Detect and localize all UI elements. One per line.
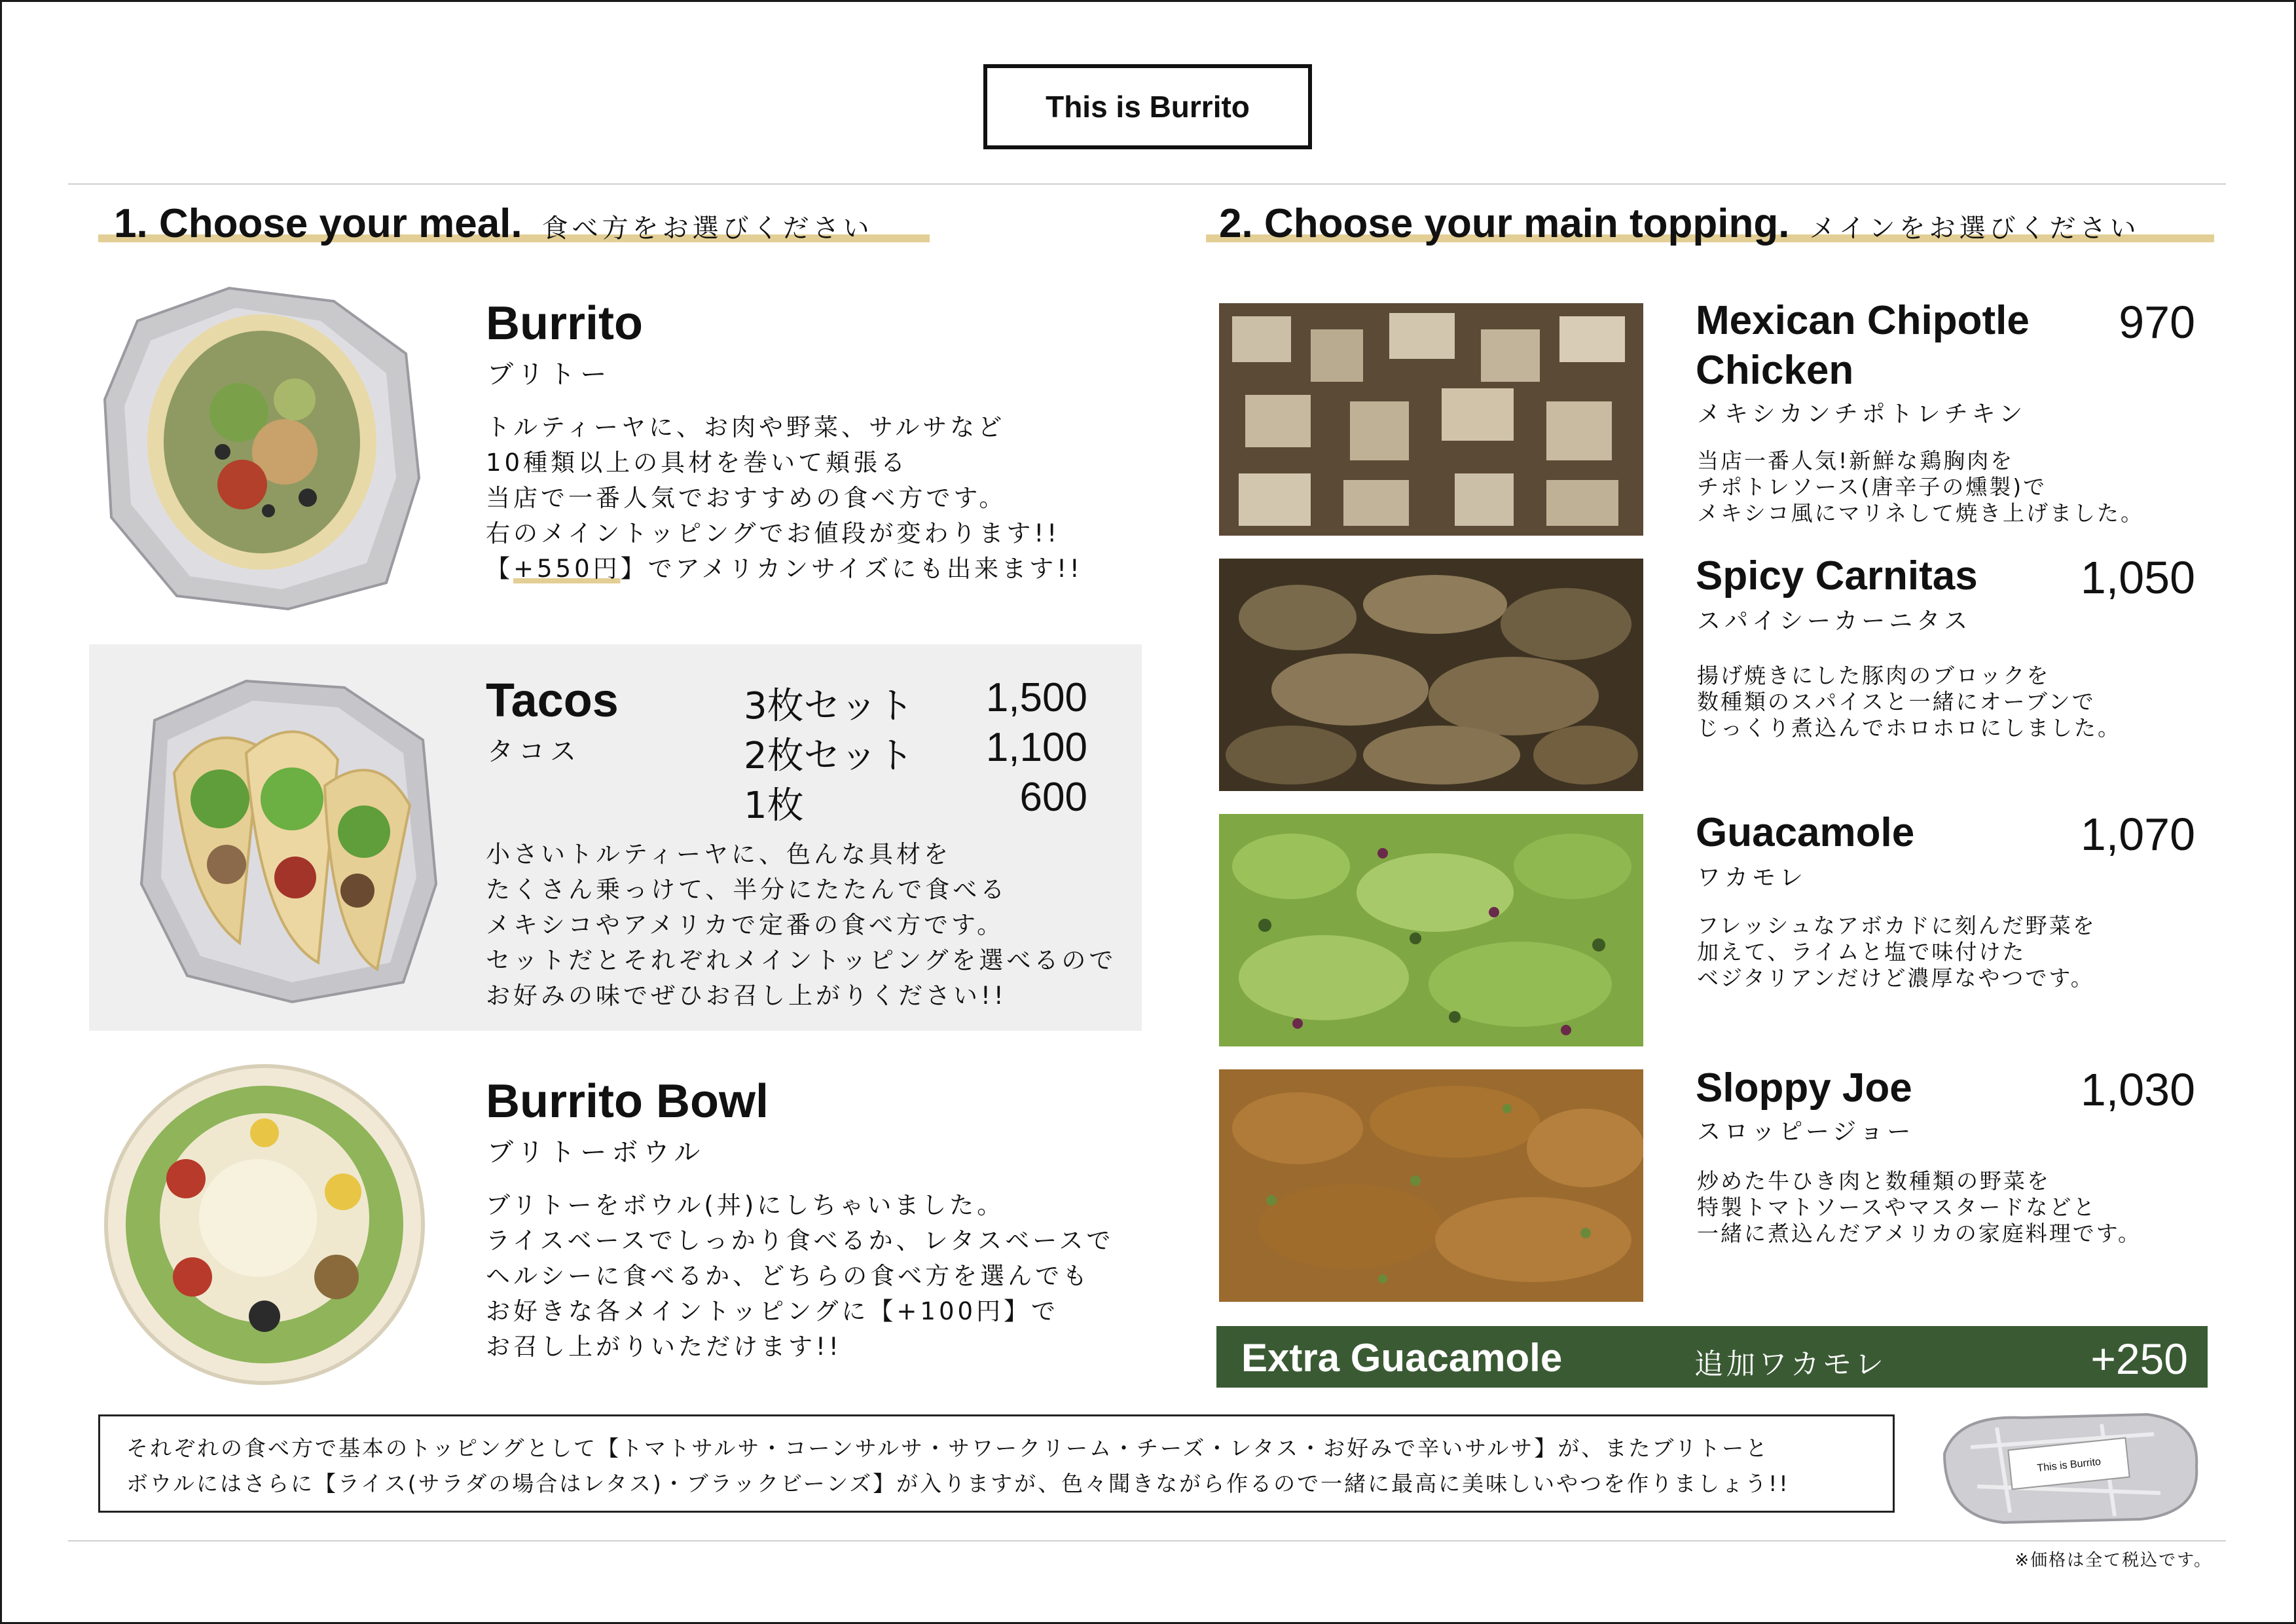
section2-heading-ja: メインをお選びください — [1809, 214, 2140, 243]
guacamole-desc-line: フレッシュなアボカドに刻んだ野菜を — [1697, 913, 2096, 938]
chipotle-chicken-name-line1: Mexican Chipotle — [1696, 298, 2030, 343]
sloppy-joe-desc-line: 一緒に煮込んだアメリカの家庭料理です。 — [1697, 1221, 2142, 1246]
guacamole-price: 1,070 — [2080, 809, 2195, 860]
sloppy-joe-name-ja: スロッピージョー — [1697, 1118, 1915, 1145]
section1-heading-ja: 食べ方をお選びください — [541, 214, 873, 243]
sloppy-joe-price: 1,030 — [2080, 1064, 2195, 1115]
burrito-desc-line: 右のメイントッピングでお値段が変わります!! — [486, 519, 1061, 547]
tacos-set-label: 2枚セット — [744, 735, 914, 777]
burrito-bowl-title: Burrito Bowl — [486, 1075, 769, 1128]
burrito-desc-line — [486, 551, 1083, 587]
section1-heading — [114, 200, 873, 247]
sloppy-joe-photo — [1219, 1069, 1643, 1302]
guacamole-name-ja: ワカモレ — [1697, 864, 1808, 891]
sloppy-joe-desc-line: 特製トマトソースやマスタードなどと — [1697, 1194, 2097, 1220]
tacos-desc-line: セットだとそれぞれメイントッピングを選べるので — [486, 946, 1117, 974]
burrito-desc-line: 当店で一番人気でおすすめの食べ方です。 — [486, 484, 1007, 512]
burrito-photo — [98, 282, 426, 616]
extra-guacamole-name-ja: 追加ワカモレ — [1694, 1348, 1887, 1381]
tacos-description — [486, 837, 1116, 1014]
tacos-desc-line: たくさん乗っけて、半分にたたんで食べる — [486, 876, 1008, 904]
guacamole-photo — [1219, 814, 1643, 1046]
burrito-bowl-title-ja: ブリトーボウル — [487, 1137, 706, 1168]
burrito-title-ja: ブリトー — [487, 360, 612, 390]
tacos-photo — [128, 668, 443, 1008]
tacos-desc-line: メキシコやアメリカで定番の食べ方です。 — [486, 911, 1005, 939]
bottom-divider — [68, 1540, 2226, 1541]
burrito-desc-line: 10種類以上の具材を巻いて頬張る — [486, 449, 909, 477]
chipotle-chicken-price: 970 — [2119, 297, 2195, 348]
extra-guacamole-price: +250 — [2090, 1335, 2188, 1383]
burrito-upsize-price: +550円 — [513, 555, 621, 583]
tacos-desc-line: お好みの味でぜひお召し上がりください!! — [486, 982, 1007, 1010]
tax-note: ※価格は全て税込です。 — [2014, 1551, 2212, 1570]
note-line: ボウルにはさらに【ライス(サラダの場合はレタス)・ブラックビーンズ】が入りますが、色々聞きながら作るので一緒に最高に美味しいやつを作りましょう!! — [126, 1471, 1790, 1496]
wrap-label: This is Burrito — [2036, 1456, 2102, 1475]
guacamole-desc-line: 加えて、ライムと塩で味付けた — [1697, 939, 2026, 965]
extra-guacamole-name: Extra Guacamole — [1241, 1336, 1563, 1380]
sloppy-joe-description — [1697, 1168, 2141, 1247]
chipotle-chicken-name-ja: メキシカンチポトレチキン — [1697, 401, 2027, 428]
note-line: それぞれの食べ方で基本のトッピングとして【トマトサルサ・コーンサルサ・サワークリーム・チーズ・レタス・お好みで辛いサルサ】が、またブリトーと — [126, 1435, 1770, 1461]
bowl-desc-line: お召し上がりいただけます!! — [486, 1333, 842, 1361]
spicy-carnitas-name-ja: スパイシーカーニタス — [1697, 608, 1972, 635]
chipotle-chicken-name-line2: Chicken — [1696, 348, 1854, 393]
section1-heading-en: 1. Choose your meal. — [114, 201, 522, 246]
chipotle-chicken-description — [1697, 448, 2144, 526]
bowl-desc-line: ヘルシーに食べるか、どちらの食べ方を選んでも — [486, 1262, 1091, 1290]
sloppy-joe-name: Sloppy Joe — [1696, 1065, 1912, 1111]
chicken-desc-line: チポトレソース(唐辛子の燻製)で — [1697, 474, 2047, 500]
base-toppings-note — [98, 1414, 1895, 1513]
burrito-upsize-suffix: 】でアメリカンサイズにも出来ます!! — [620, 555, 1083, 583]
sloppy-joe-desc-line: 炒めた牛ひき肉と数種類の野菜を — [1697, 1168, 2050, 1194]
chipotle-chicken-name — [1696, 296, 2030, 396]
burrito-bowl-photo — [101, 1061, 428, 1388]
bowl-desc-line: お好きな各メイントッピングに【+100円】で — [486, 1297, 1059, 1325]
spicy-carnitas-photo — [1219, 559, 1643, 791]
wrapped-burrito-photo — [1931, 1401, 2206, 1532]
burrito-upsize-prefix: 【 — [486, 555, 513, 583]
section2-heading — [1219, 200, 2140, 247]
chicken-desc-line: メキシコ風にマリネして焼き上げました。 — [1697, 500, 2145, 526]
tacos-title: Tacos — [486, 674, 619, 727]
tacos-set-label: 1枚 — [744, 784, 804, 827]
bowl-desc-line: ライスベースでしっかり食べるか、レタスベースで — [486, 1227, 1114, 1255]
tacos-set-price: 1,100 — [985, 725, 1087, 770]
guacamole-description — [1697, 913, 2096, 991]
spicy-carnitas-name: Spicy Carnitas — [1696, 553, 1978, 599]
section2-heading-en: 2. Choose your main topping. — [1219, 201, 1790, 246]
burrito-desc-line: トルティーヤに、お肉や野菜、サルサなど — [486, 413, 1006, 441]
top-divider — [68, 183, 2226, 185]
extra-guacamole-bar — [1216, 1326, 2208, 1388]
bowl-desc-line: ブリトーをボウル(丼)にしちゃいました。 — [486, 1191, 1005, 1219]
menu-title: This is Burrito — [983, 64, 1312, 149]
tacos-set-price: 600 — [1019, 775, 1087, 820]
burrito-title: Burrito — [486, 297, 643, 350]
carnitas-desc-line: 揚げ焼きにした豚肉のブロックを — [1697, 663, 2050, 688]
tacos-set-label: 3枚セット — [744, 685, 914, 728]
burrito-description — [486, 410, 1083, 587]
spicy-carnitas-description — [1697, 663, 2121, 741]
spicy-carnitas-price: 1,050 — [2080, 552, 2195, 603]
carnitas-desc-line: じっくり煮込んでホロホロにしました。 — [1697, 715, 2121, 741]
chicken-desc-line: 当店一番人気!新鮮な鶏胸肉を — [1697, 448, 2014, 473]
tacos-desc-line: 小さいトルティーヤに、色んな具材を — [486, 840, 952, 868]
tacos-set-price: 1,500 — [985, 675, 1087, 720]
guacamole-name: Guacamole — [1696, 810, 1915, 855]
guacamole-desc-line: ベジタリアンだけど濃厚なやつです。 — [1697, 965, 2094, 991]
chipotle-chicken-photo — [1219, 303, 1643, 536]
tacos-title-ja: タコス — [487, 737, 581, 767]
burrito-bowl-description — [486, 1188, 1114, 1365]
carnitas-desc-line: 数種類のスパイスと一緒にオーブンで — [1697, 689, 2096, 714]
